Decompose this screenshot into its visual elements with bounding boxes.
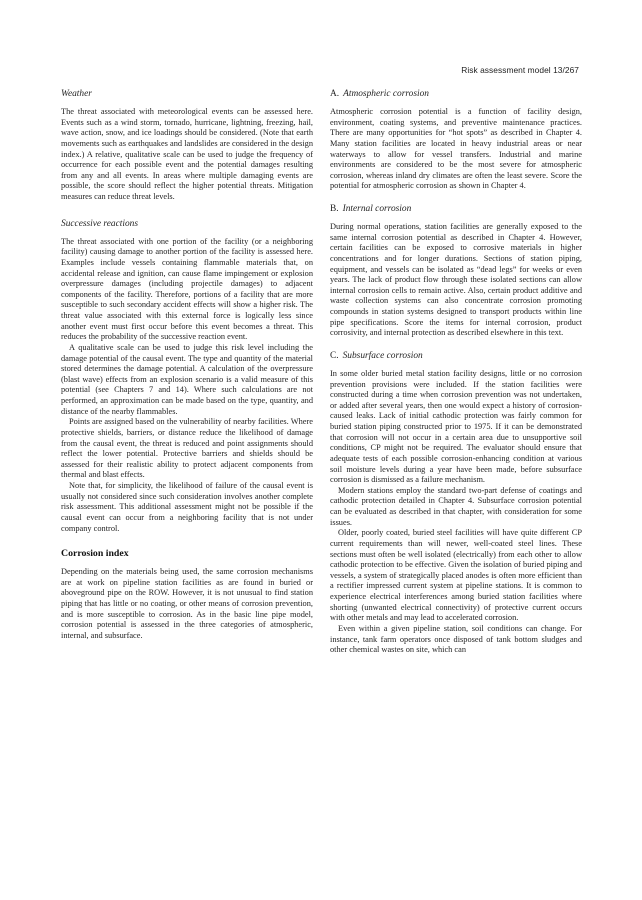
- weather-heading: Weather: [61, 89, 92, 99]
- successive-reactions-paragraph-2: A qualitative scale can be used to judge this risk level including the damage potential of the causal event. The type and quantity of the material stored determines the damage potential. A calculation of the overpressure (blast wave) effects from an explosion scenario is a valid measure of this potential (see Chapters 7 and 14). Where such calculations are not performed, an approximation can be made based on the type, quantity, and distance of the nearby flammables.: [61, 342, 313, 416]
- atmospheric-corrosion-label: A.: [330, 89, 340, 99]
- successive-reactions-heading: Successive reactions: [61, 218, 138, 229]
- atmospheric-corrosion-heading: [330, 88, 582, 100]
- successive-reactions-paragraph-4: Note that, for simplicity, the likelihood of failure of the causal event is usually not considered since such consideration involves another complete risk assessment. This additional assessment might not be possible if the causal event can occur from a neighboring facility that is not under company control.: [61, 481, 313, 533]
- left-column: [61, 88, 313, 642]
- subsurface-corrosion-title: Subsurface corrosion: [342, 350, 423, 361]
- corrosion-index-heading: Corrosion index: [61, 548, 129, 560]
- internal-corrosion-label: B.: [330, 204, 339, 214]
- subsurface-corrosion-label: C.: [330, 350, 339, 361]
- right-column: [330, 88, 582, 656]
- subsurface-corrosion-paragraph-3: Older, poorly coated, buried steel facilities will have quite different CP current requirements than will newer, well-coated steel lines. These sections must often be well isolated (electrically) from each other to allow cathodic protection to be effective. Given the isolation of buried piping and vessels, a system of strategically placed anodes is often more efficient than a rectifier impressed current system at pipeline stations. It is common to experience electrical interferences among buried station facilities where shorting (unwanted electrical connectivity) of protective current occurs with other metals and may lead to accelerated corrosion.: [330, 528, 582, 623]
- weather-paragraph-1: The threat associated with meteorological events can be assessed here. Events such as a wind storm, tornado, hurricane, lightning, freezing, hail, wave action, snow, and ice loadings should be considered. (Note that earth movements such as earthquakes and landslides are considered in the design index.) A relative, qualitative scale can be used to judge the frequency of occurrence for each possible event and the potential damages resulting from any and all events. In areas where multiple damaging events are possible, the score should reflect the higher potential threats. Mitigation measures can reduce threat levels.: [61, 107, 313, 201]
- subsurface-corrosion-paragraph-1: In some older buried metal station facility designs, little or no corrosion prevention provisions were included. If the station facilities were constructed during a time when corrosion prevention was not undertaken, or added after several years, then one would expect a history of corrosion-caused leaks. Lack of initial cathodic protection was fairly common for buried station piping constructed prior to 1975. If it can be demonstrated that corrosion will not occur in a certain area due to unsupportive soil conditions, CP might not be required. The evaluator should ensure that adequate tests of each possible corrosion-enhancing condition at various soil moisture levels during a year have been made, before subsurface corrosion is dismissed as a failure mechanism.: [330, 368, 582, 485]
- atmospheric-corrosion-title: Atmospheric corrosion: [343, 89, 429, 99]
- subsurface-corrosion-paragraph-4: Even within a given pipeline station, soil conditions can change. For instance, tank farm operators once disposed of tank bottom sludges and other chemical wastes on site, which can: [330, 623, 582, 655]
- internal-corrosion-title: Internal corrosion: [342, 204, 412, 214]
- subsurface-corrosion-heading: [330, 350, 582, 362]
- atmospheric-corrosion-paragraph-1: Atmospheric corrosion potential is a function of facility design, environment, coating systems, and preventive maintenance practices. There are many opportunities for “hot spots” as described in Chapter 4. Many station facilities are located in heavy industrial areas or near waterways to allow for vessel transfers. Industrial and marine environments are considered to be the most severe for atmospheric corrosion, whereas inland dry climates are often the least severe. Score the potential for atmospheric corrosion as shown in Chapter 4.: [330, 107, 582, 191]
- internal-corrosion-paragraph-1: During normal operations, station facilities are generally exposed to the same internal corrosion potential as described in Chapter 4. However, certain facilities can be exposed to corrosive materials in higher concentrations and for longer durations. Sections of station piping, equipment, and vessels can be isolated as “dead legs” for weeks or even years. The lack of product flow through these isolated sections can allow internal corrosion cells to remain active. Also, certain product additive and waste collection systems can also concentrate corrosion promoting compounds in station systems designed to transport products within line pipe specifications. Score the items for internal corrosion, product corrosivity, and internal protection as described elsewhere in this text.: [330, 222, 582, 338]
- successive-reactions-paragraph-1: The threat associated with one portion of the facility (or a neighboring facility) causing damage to another portion of the facility is assessed here. Examples include vessels containing flammable materials that, on accidental release and ignition, can cause flame impingement or explosion overpressure damages (including projectile damages) to adjacent components of the facility. Therefore, portions of a facility that are more susceptible to such secondary accident effects will show a higher risk. The threat value associated with this external force is logically less since another event must first occur before this event becomes a threat. This reduces the probability of the successive reaction event.: [61, 236, 313, 342]
- subsurface-corrosion-paragraph-2: Modern stations employ the standard two-part defense of coatings and cathodic protection detailed in Chapter 4. Subsurface corrosion potential can be evaluated as described in that chapter, with consideration for some issues.: [330, 485, 582, 527]
- running-head: Risk assessment model 13/267: [461, 65, 579, 75]
- internal-corrosion-heading: [330, 203, 582, 215]
- successive-reactions-paragraph-3: Points are assigned based on the vulnerability of nearby facilities. Where protective shields, barriers, or distance reduce the likelihood of damage from the causal event, the threat is reduced and point assignments should reflect the lower potential. Protective barriers and shields should be assessed for their realistic ability to protect adjacent components from thermal and blast effects.: [61, 417, 313, 480]
- corrosion-index-paragraph-1: Depending on the materials being used, the same corrosion mechanisms are at work on pipeline station facilities as are found in buried or aboveground pipe on the ROW. However, it is not unusual to find station piping that has little or no coating, or other means of corrosion prevention, and is more susceptible to corrosion. As in the basic line pipe model, corrosion potential is assessed in the three categories of atmospheric, internal, and subsurface.: [61, 567, 313, 640]
